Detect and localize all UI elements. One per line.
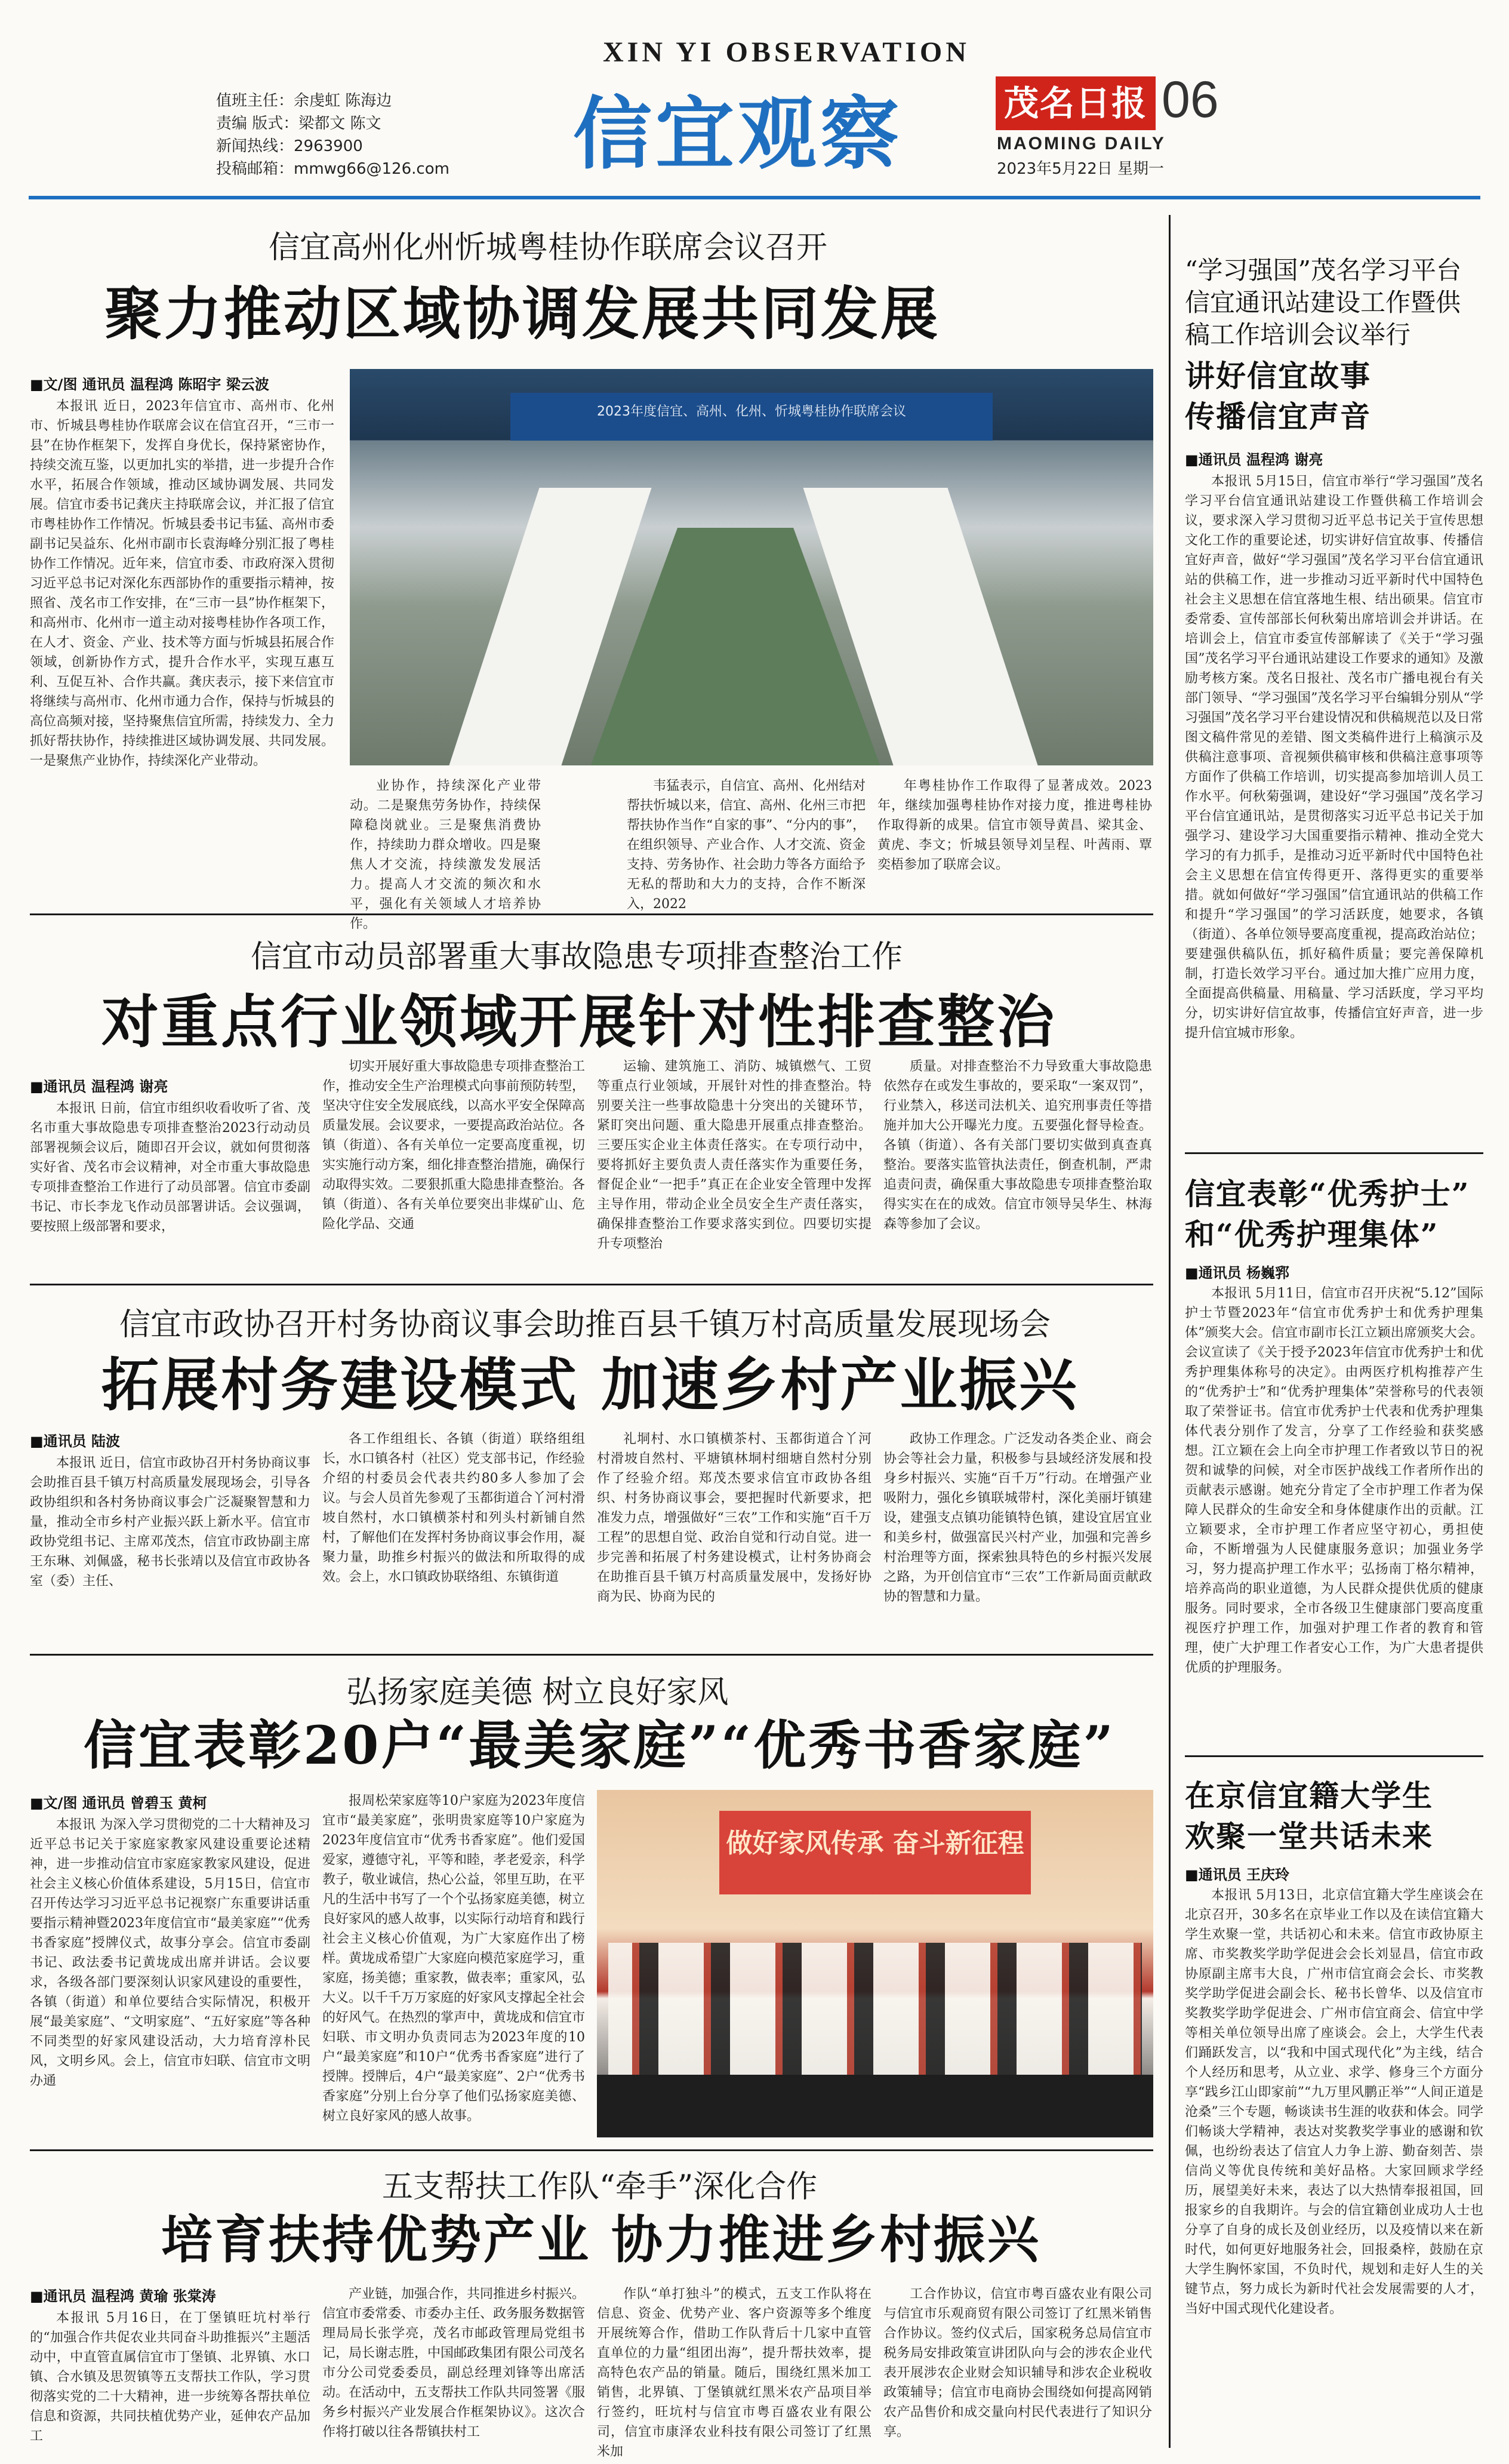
article-byline: ■文/图 通讯员 曾碧玉 黄柯 <box>30 1795 207 1811</box>
issue-date: 2023年5月22日 星期一 <box>997 160 1165 178</box>
section-divider <box>30 1284 1153 1285</box>
masthead-divider <box>29 196 1480 199</box>
photo-screen-text: 做好家风传承 奋斗新征程 <box>719 1811 1031 1894</box>
sidebar-headline: 欢聚一堂共话未来 <box>1185 1819 1433 1854</box>
sidebar-headline: 信宜表彰“优秀护士” <box>1185 1176 1470 1211</box>
article-column: 作队“单打独斗”的模式，五支工作队将在信息、资金、优势产业、客户资源等多个维度开展统筹合作，借助工作队背后十几家中直管直单位的力量“组团出海”，提升帮扶效率，提高特色农产品的销量。随后，围绕红黑米加工销售，北界镇、丁堡镇就红黑米农产品项目举行签约，旺坑村与信宜市粤百盛农业有限公司，信宜市康泽农业科技有限公司签订了红黑米加 <box>597 2287 871 2459</box>
article-pre-headline: 弘扬家庭美德 树立良好家风 <box>346 1675 729 1711</box>
article-column: 礼垌村、水口镇横茶村、玉都街道合丫河村滑坡自然村、平塘镇林垌村细塘自然村分别作了经验介绍。郑茂杰要求信宜市政协各组织、村务协商议事会，要把握时代新要求，把准发力点，增强做好“三农”工作和实施“百千万工程”的思想自觉、政治自觉和行动自觉。进一步完善和拓展了村务建设模式，让村务协商会在助推百县千镇万村高质量发展中，发扬好协商为民、协商为民的 <box>597 1432 871 1604</box>
sidebar-byline: ■通讯员 温程鸿 谢亮 <box>1185 451 1323 468</box>
photo-banner-text: 2023年度信宜、高州、化州、忻城粤桂协作联席会议 <box>510 393 993 441</box>
column-divider <box>1169 215 1171 2448</box>
credit-line: 新闻热线：2963900 <box>216 137 363 155</box>
section-divider <box>30 913 1153 915</box>
sidebar-headline: 和“优秀护理集体” <box>1185 1217 1439 1252</box>
section-divider <box>1185 1755 1483 1757</box>
article-pre-headline: 信宜市动员部署重大事故隐患专项排查整治工作 <box>251 939 903 975</box>
section-title-en: XIN YI OBSERVATION <box>603 36 970 68</box>
article-column: 政协工作理念。广泛发动各类企业、商会协会等社会力量，积极参与县域经济发展和投身乡村振兴、实施“百千万”行动。在增强产业吸附力，强化乡镇联城带村，深化美丽圩镇建设，建强支点镇功能镇特色镇，建设宜居宜业和美乡村，做强富民兴村产业，加强和完善乡村治理等方面，探索独具特色的乡村振兴发展之路，为开创信宜市“三农”工作新局面贡献政协的智慧和力量。 <box>883 1432 1152 1604</box>
section-title: 信宜观察 <box>573 88 903 180</box>
masthead <box>0 0 1509 197</box>
article-pre-headline: 五支帮扶工作队“牵手”深化合作 <box>382 2169 818 2205</box>
article-column: 本报讯 日前，信宜市组织收看收听了省、茂名市重大事故隐患专项排查整治2023行动动员部署视频会议后，随即召开会议，就如何贯彻落实好省、茂名市会议精神，对全市重大事故隐患专项排查整治工作进行了动员部署。信宜市委副书记、市长李龙飞作动员部署讲话。会议强调，要按照上级部署和要求， <box>30 1101 310 1234</box>
article-column: 韦猛表示，自信宜、高州、化州结对帮扶忻城以来，信宜、高州、化州三市把帮扶协作当作“自家的事”、“分内的事”，在组织领导、产业合作、人才交流、资金支持、劳务协作、社会助力等各方面给予无私的帮助和大力的支持，合作不断深入，2022 <box>627 779 866 912</box>
sidebar-headline: 在京信宜籍大学生 <box>1185 1778 1433 1813</box>
sidebar-headline: 讲好信宜故事 <box>1185 358 1371 393</box>
article-column: 工合作协议，信宜市粤百盛农业有限公司与信宜市乐观商贸有限公司签订了红黑米销售合作协议。签约仪式后，国家税务总局信宜市税务局安排政策宣讲团队向与会的涉农企业代表开展涉农企业财会知识辅导和涉农企业税收政策辅导；信宜市电商协会围绕如何提高网销农产品售价和成交量向村民代表进行了知识分享。 <box>883 2287 1152 2440</box>
sidebar-pre-headline: “学习强国”茂名学习平台 <box>1185 256 1461 285</box>
article-column: 切实开展好重大事故隐患专项排查整治工作，推动安全生产治理模式向事前预防转型，坚决守住安全发展底线，以高水平安全保障高质量发展。会议要求，一要提高政治站位。各镇（街道）、各有关单位一定要高度重视，切实实施行动方案，细化排查整治措施，确保行动取得实效。二要狠抓重大隐患排查整治。各镇（街道）、各有关单位要突出非煤矿山、危险化学品、交通 <box>322 1059 586 1232</box>
article-column: 本报讯 为深入学习贯彻党的二十大精神及习近平总书记关于家庭家教家风建设重要论述精神，进一步推动信宜市家庭家教家风建设，促进社会主义核心价值体系建设，5月15日，信宜市召开传达学习习近平总书记视察广东重要讲话重要指示精神暨2023年度信宜市“最美家庭”“优秀书香家庭”授牌仪式，故事分享会。信宜市委副书记、政法委书记黄垅成出席并讲话。会议要求，各级各部门要深刻认识家风建设的重要性，各镇（街道）和单位要结合实际情况，积极开展“最美家庭”、“文明家庭”、“五好家庭”等各种不同类型的好家风建设活动，大力培育淳朴民风，文明乡风。会上，信宜市妇联、信宜市文明办通 <box>30 1817 310 2088</box>
editorial-credits <box>216 90 449 180</box>
article-byline: ■通讯员 陆波 <box>30 1433 121 1450</box>
sidebar-pre-headline: 信宜通讯站建设工作暨供 <box>1185 288 1461 317</box>
sidebar-article-body: 本报讯 5月15日，信宜市举行“学习强国”茂名学习平台信宜通讯站建设工作暨供稿工作培训会议，要求深入学习贯彻习近平总书记关于宣传思想文化工作的重要论述，切实讲好信宜故事、传播信宜好声音，做好“学习强国”茂名学习平台信宜通讯站的供稿工作，进一步推动习近平新时代中国特色社会主义思想在信宜落地生根、结出硕果。信宜市委常委、宣传部部长何秋菊出席培训会并讲话。在培训会上，信宜市委宣传部解读了《关于“学习强国”茂名学习平台通讯站建设工作要求的通知》及激励考核方案。茂名日报社、茂名市广播电视台有关部门领导、“学习强国”茂名学习平台编辑分别从“学习强国”茂名学习平台建设情况和供稿规范以及日常图文稿件常见的差错、图文类稿件进行上稿演示及供稿注意事项、音视频供稿审核和供稿注意事项等方面作了供稿工作培训，切实提高参加培训人员工作水平。何秋菊强调，建设好“学习强国”茂名学习平台信宜通讯站，是贯彻落实习近平总书记关于加强学习、建设学习大国重要指示精神、推动全党大学习的有力抓手，是推动习近平新时代中国特色社会主义思想在信宜传得更开、落得更实的重要举措。就如何做好“学习强国”信宜通讯站的供稿工作和提升“学习强国”的学习活跃度，她要求，各镇（街道）、各单位领导要高度重视，提高政治站位；要建强供稿队伍，抓好稿件质量；要完善保障机制，打造长效学习平台。通过加大推广应用力度，全面提高供稿量、用稿量、学习活跃度，学习平均分，切实讲好信宜故事，传播信宜好声音，进一步提升信宜城市形象。 <box>1185 474 1483 1041</box>
section-divider <box>30 2149 1153 2151</box>
article-headline: 对重点行业领域开展针对性排查整治 <box>101 988 1057 1056</box>
article-column: 运输、建筑施工、消防、城镇燃气、工贸等重点行业领域，开展针对性的排查整治。特别要关注一些事故隐患十分突出的关键环节，紧盯突出问题、重大隐患开展重点排查整治。三要压实企业主体责任落实。在专项行动中，要将抓好主要负责人责任落实作为重要任务，督促企业“一把手”真正在企业安全管理中发挥主导作用，带动企业全员安全生产责任落实，确保排查整治工作要求落实到位。四要切实提升专项整治 <box>597 1059 871 1251</box>
article-headline: 拓展村务建设模式 加速乡村产业振兴 <box>101 1351 1079 1419</box>
credit-line: 责编 版式：梁都文 陈文 <box>216 115 381 133</box>
article-column: 本报讯 近日，2023年信宜市、高州市、化州市、忻城县粤桂协作联席会议在信宜召开，“三市一县”在协作框架下，发挥自身优长，保持紧密协作，持续交流互鉴，以更加扎实的举措，进一步提升合作水平，拓展合作领域，推动区域协调发展、共同发展。信宜市委书记龚庆主持联席会议，并汇报了信宜市粤桂协作工作情况。忻城县委书记韦猛、高州市委副书记吴益东、化州市副市长袁海峰分别汇报了粤桂协作工作情况。近年来，信宜市委、市政府深入贯彻习近平总书记对深化东西部协作的重要指示精神，按照省、茂名市工作安排，在“三市一县”协作框架下，和高州市、化州市一道主动对接粤桂协作各项工作，在人才、资金、产业、技术等方面与忻城县拓展合作领域，创新协作方式，提升合作水平，实现互惠互利、互促互补、合作共赢。龚庆表示，接下来信宜市将继续与高州市、化州市通力合作，保持与忻城县的高位高频对接，坚持聚焦信宜所需，持续发力、全力抓好帮扶协作，持续推进区域协调发展、共同发展。一是聚焦产业协作，持续深化产业带动。 <box>30 399 334 768</box>
sidebar-article-body: 本报讯 5月13日，北京信宜籍大学生座谈会在北京召开，30多名在京毕业工作以及在读信宜籍大学生欢聚一堂，共话初心和未来。信宜市政协原主席、市奖教奖学助学促进会会长刘显昌，信宜市政协原副主席韦大良，广州市信宜商会会长、市奖教奖学助学促进会副会长、秘书长曾华、以及信宜市奖教奖学助学促进会、广州市信宜商会、信宜中学等相关单位领导出席了座谈会。会上，大学生代表们踊跃发言，以“我和中国式现代化”为主线，结合个人经历和思考，从立业、求学、修身三个方面分享“践乡江山即家前”“九万里风鹏正举”“人间正道是沧桑”三个专题，畅谈读书生涯的收获和体会。同学们畅谈大学精神，表达对奖教奖学事业的感谢和钦佩，也纷纷表达了信宜人力争上游、勤奋刻苦、崇信尚义等优良传统和美好品格。大家回顾求学经历，展望美好未来，表达了以大热情奉报祖国，回报家乡的自我期许。与会的信宜籍创业成功人士也分享了自身的成长及创业经历，以及疫情以来在新时代，如何更好地服务社会，回报桑梓，鼓励在京大学生胸怀家国，不负时代，规划和走好人生的关键节点，努力成长为新时代社会发展需要的人才，当好中国式现代化建设者。 <box>1185 1888 1483 2317</box>
article-headline: 信宜表彰20户“最美家庭”“优秀书香家庭” <box>84 1714 1116 1776</box>
article-column: 各工作组组长、各镇（街道）联络组组长，水口镇各村（社区）党支部书记，作经验介绍的村委员会代表共约80多人参加了会议。与会人员首先参观了玉都街道合丫河村滑坡自然村，水口镇横茶村和列头村新铺自然村，了解他们在发挥村务协商议事会作用，凝聚力量，助推乡村振兴的做法和所取得的成效。会上，水口镇政协联络组、东镇街道 <box>322 1432 586 1585</box>
newspaper-logo: 茂名日报 <box>996 76 1156 130</box>
sidebar-headline: 传播信宜声音 <box>1185 399 1371 434</box>
article-column: 本报讯 近日，信宜市政协召开村务协商议事会助推百县千镇万村高质量发展现场会，引导各政协组织和各村务协商议事会广泛凝聚智慧和力量，推动全市乡村产业振兴跃上新水平。信宜市政协党组书记、主席邓茂杰，信宜市政协副主席王东琳、刘佩盛，秘书长张靖以及信宜市政协各室（委）主任、 <box>30 1456 310 1589</box>
article-byline: ■通讯员 温程鸿 谢亮 <box>30 1078 168 1095</box>
sidebar-article-body: 本报讯 5月11日，信宜市召开庆祝“5.12”国际护士节暨2023年“信宜市优秀护士和优秀护理集体”颁奖大会。信宜市副市长江立颖出席颁奖大会。会议宣读了《关于授予2023年信宜市优秀护士和优秀护理集体称号的决定》。由两医疗机构推荐产生的“优秀护士”和“优秀护理集体”荣誉称号的代表领取了荣誉证书。信宜市优秀护士代表和优秀护理集体代表分别作了发言，分享了工作经验和获奖感想。江立颖在会上向全市护理工作者致以节日的祝贺和诚挚的问候，对全市医护战线工作者所作出的贡献表示感谢。她充分肯定了全市护理工作者为保障人民群众的生命安全和身体健康作出的贡献。江立颖要求，全市护理工作者应坚守初心，勇担使命，不断增强为人民健康服务意识；加强业务学习，努力提高护理工作水平；弘扬南丁格尔精神，培养高尚的职业道德，为人民群众提供优质的健康服务。同时要求，全市各级卫生健康部门要高度重视医疗护理工作，加强对护理工作者的教育和管理，使广大护理工作者安心工作，为广大患者提供优质的护理服务。 <box>1185 1286 1483 1675</box>
article-column: 质量。对排查整治不力导致重大事故隐患依然存在或发生事故的，要采取“一案双罚”，行业禁入，移送司法机关、追究刑事责任等措施并加大公开曝光力度。五要强化督导检查。各镇（街道）、各有关部门要切实做到真查真整治。要落实监管执法责任，倒查机制，严肃追责问责，确保重大事故隐患专项排查整治取得实实在在的成效。信宜市领导吴华生、林海森等参加了会议。 <box>883 1059 1152 1232</box>
meeting-photo <box>350 369 1153 765</box>
article-pre-headline: 信宜市政协召开村务协商议事会助推百县千镇万村高质量发展现场会 <box>119 1307 1051 1343</box>
sidebar-byline: ■通讯员 杨巍郛 <box>1185 1265 1290 1281</box>
section-divider <box>30 1654 1153 1656</box>
article-headline: 培育扶持优势产业 协力推进乡村振兴 <box>161 2210 1041 2270</box>
page-number: 06 <box>1162 71 1219 128</box>
credit-line: 投稿邮箱：mmwg66@126.com <box>216 160 449 178</box>
article-column: 报周松荣家庭等10户家庭为2023年度信宜市“最美家庭”，张明贵家庭等10户家庭为2023年度信宜市“优秀书香家庭”。他们爱国爱家，遵德守礼，平等和睦，孝老爱亲，科学教子，敬业诚信，热心公益，邻里互助，在平凡的生活中书写了一个个弘扬家庭美德，树立良好家风的感人故事，以实际行动培育和践行社会主义核心价值观，为广大家庭作出了榜样。黄垅成希望广大家庭向模范家庭学习，重家庭，扬美德；重家教，做表率；重家风，弘大义。以千千万万家庭的好家风支撑起全社会的好风气。在热烈的掌声中，黄垅成和信宜市妇联、市文明办负责同志为2023年度的10户“最美家庭”和10户“优秀书香家庭”进行了授牌。授牌后，4户“最美家庭”、2户“优秀书香家庭”分别上台分享了他们弘扬家庭美德、树立良好家风的感人故事。 <box>322 1794 586 2124</box>
award-ceremony-photo <box>597 1790 1153 2137</box>
article-column: 本报讯 5月16日，在丁堡镇旺坑村举行的“加强合作共促农业共同奋斗助推振兴”主题活动中，中直管直属信宜市丁堡镇、北界镇、水口镇、合水镇及思贺镇等五支帮扶工作队，学习贯彻落实党的二十大精神，进一步统筹各帮扶单位信息和资源，共同扶植优势产业，延伸农产品加工 <box>30 2311 310 2444</box>
sidebar-byline: ■通讯员 王庆玲 <box>1185 1866 1290 1883</box>
article-headline: 聚力推动区域协调发展共同发展 <box>104 280 940 347</box>
article-byline: ■通讯员 温程鸿 黄瑜 张棠涛 <box>30 2288 216 2305</box>
article-column: 产业链，加强合作，共同推进乡村振兴。信宜市委常委、市委办主任、政务服务数据管理局局长张学亮，茂名市邮政管理局党组书记，局长谢志胜，中国邮政集团有限公司茂名市分公司党委委员，副总经理刘锋等出席活动。在活动中，五支帮扶工作队共同签署《服务乡村振兴产业发展合作框架协议》。这次合作将打破以往各帮镇扶村工 <box>322 2287 586 2440</box>
credit-line: 值班主任：余虔虹 陈海边 <box>216 92 392 110</box>
newspaper-name-en: MAOMING DAILY <box>997 134 1166 153</box>
sidebar-pre-headline: 稿工作培训会议举行 <box>1185 320 1411 349</box>
article-column: 业协作，持续深化产业带动。二是聚焦劳务协作，持续保障稳岗就业。三是聚焦消费协作，持续助力群众增收。四是聚焦人才交流，持续激发发展活力。提高人才交流的频次和水平，强化有关领域人才培养协作。 <box>350 779 541 931</box>
article-pre-headline: 信宜高州化州忻城粤桂协作联席会议召开 <box>269 230 828 266</box>
article-column: 年粤桂协作工作取得了显著成效。2023年，继续加强粤桂协作对接力度，推进粤桂协作取得新的成果。信宜市领导黄昌、梁其金、黄虎、李文；忻城县领导刘呈程、叶茜雨、覃奕梧参加了联席会议。 <box>877 779 1152 872</box>
article-byline: ■文/图 通讯员 温程鸿 陈昭宇 梁云波 <box>30 376 269 393</box>
section-divider <box>1185 1152 1483 1154</box>
